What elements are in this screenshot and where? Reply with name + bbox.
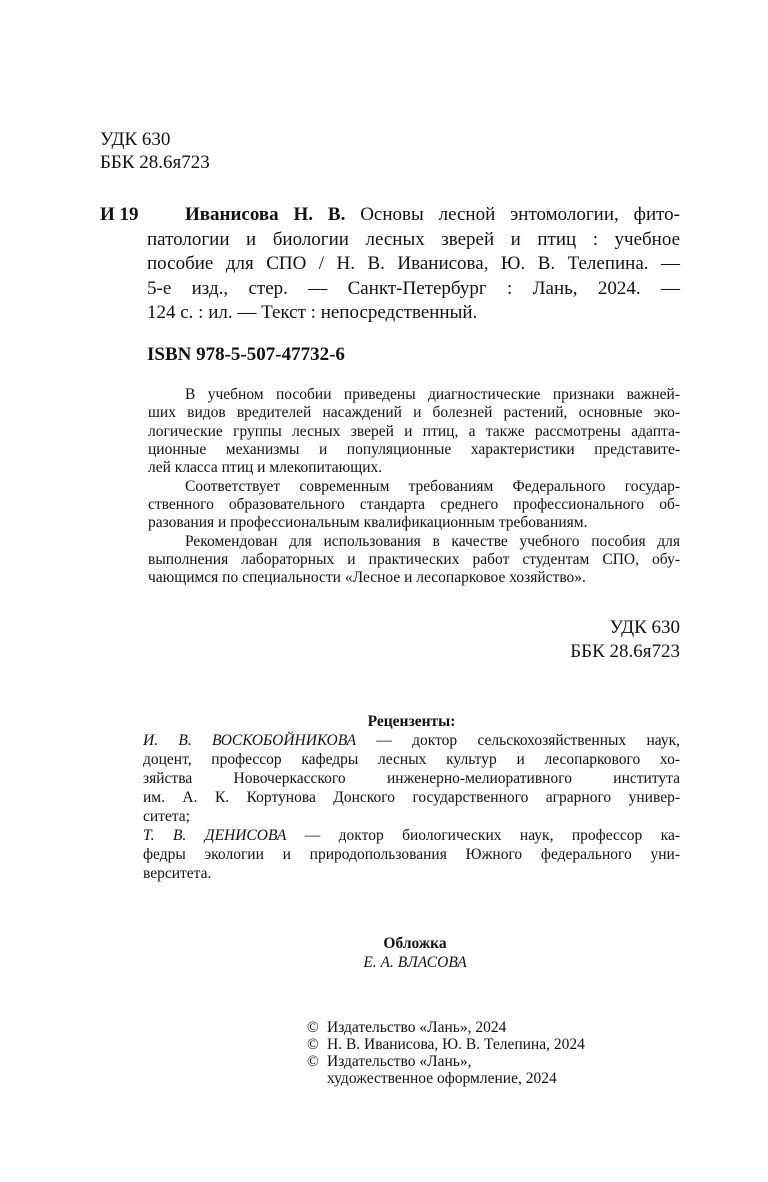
reviewer-line: зяйства Новочеркасского инженерно-мелиоративного института	[143, 770, 680, 787]
reviewer-line: федры экологии и природопользования Южного федерального уни-	[143, 846, 680, 863]
abstract-line: Соответствует современным требованиям Федерального государ-	[185, 478, 680, 495]
abstract-line: ционные механизмы и популяционные характеристики представите-	[148, 441, 680, 458]
copyright-line: Издательство «Лань»,	[327, 1053, 472, 1070]
entry-line: патологии и биологии лесных зверей и птиц : учебное	[147, 229, 680, 250]
cover-designer: Е. А. ВЛАСОВА	[363, 954, 467, 971]
copyright-icon: ©	[307, 1036, 319, 1053]
reviewers-heading: Рецензенты:	[367, 713, 456, 730]
reviewer-name: Т. В. ДЕНИСОВА	[143, 827, 287, 844]
abstract-line: Рекомендован для использования в качестве учебного пособия для	[185, 533, 680, 550]
cover-heading: Обложка	[383, 935, 447, 952]
reviewer-line: верситета.	[143, 865, 212, 882]
udk-code: УДК 630	[100, 129, 171, 150]
reviewer-line: ситета;	[143, 808, 190, 825]
reviewer-line	[143, 828, 680, 844]
abstract-line: разования и профессиональным квалификационным требованиям.	[148, 514, 588, 531]
reviewer-text: — доктор биологических наук, профессор ка-	[286, 827, 680, 844]
abstract-line: выполнения лабораторных и практических работ студентам СПО, обу-	[148, 551, 680, 568]
copyright-line: художественное оформление, 2024	[327, 1070, 557, 1087]
reviewer-line: им. А. К. Кортунова Донского государственного аграрного универ-	[143, 789, 680, 806]
reviewer-line	[143, 733, 680, 749]
abstract-line: лей класса птиц и млекопитающих.	[148, 459, 383, 476]
copyright-line: Н. В. Иванисова, Ю. В. Телепина, 2024	[327, 1036, 585, 1053]
entry-line: пособие для СПО / Н. В. Иванисова, Ю. В. Телепина. —	[147, 253, 680, 274]
abstract-line: ственного образовательного стандарта среднего профессионального об-	[148, 496, 680, 513]
isbn: ISBN 978-5-507-47732-6	[147, 344, 345, 365]
bbk-code-bottom: ББК 28.6я723	[570, 641, 680, 662]
copyright-icon: ©	[307, 1053, 319, 1070]
udk-code-bottom: УДК 630	[609, 617, 680, 638]
abstract-line: В учебном пособии приведены диагностические признаки важней-	[185, 386, 680, 403]
entry-line	[185, 204, 680, 226]
abstract-line: чающимся по специальности «Лесное и лесопарковое хозяйство».	[148, 569, 586, 586]
reviewer-text: — доктор сельскохозяйственных наук,	[356, 732, 680, 749]
copyright-icon: ©	[307, 1019, 319, 1036]
reviewer-line: доцент, профессор кафедры лесных культур и лесопаркового хо-	[143, 751, 680, 768]
abstract-line: логические группы лесных зверей и птиц, а также рассмотрены адапта-	[148, 423, 680, 440]
author-mark: И 19	[100, 204, 139, 225]
bbk-code: ББК 28.6я723	[100, 152, 210, 173]
author-name: Иванисова Н. В.	[185, 204, 346, 225]
copyright-line: Издательство «Лань», 2024	[327, 1019, 507, 1036]
entry-line: 124 с. : ил. — Текст : непосредственный.	[147, 302, 478, 323]
title-text: Основы лесной энтомологии, фито-	[345, 204, 680, 225]
entry-line: 5-е изд., стер. — Санкт-Петербург : Лань, 2024. —	[147, 278, 680, 299]
abstract-line: ших видов вредителей насаждений и болезней растений, основные эко-	[148, 404, 680, 421]
reviewer-name: И. В. ВОСКОБОЙНИКОВА	[143, 732, 357, 749]
